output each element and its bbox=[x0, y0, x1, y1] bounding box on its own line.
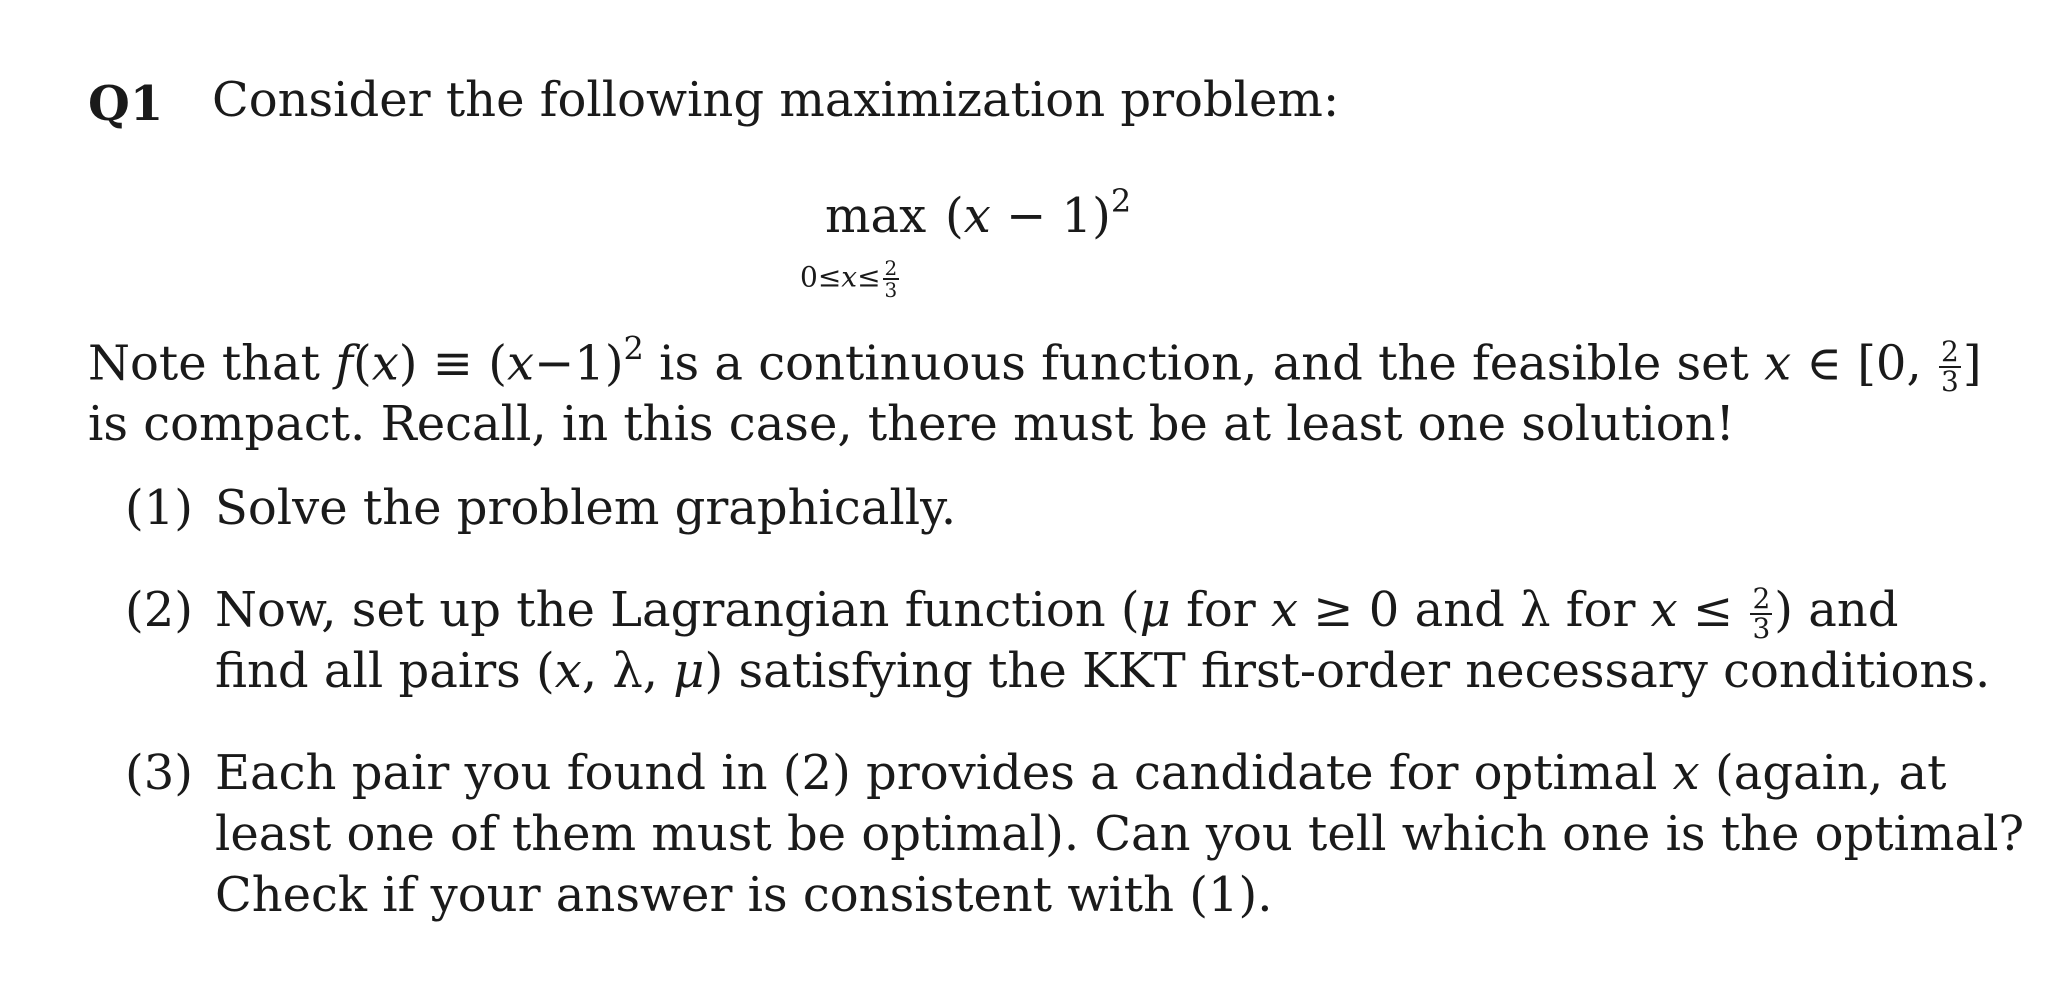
note-line-1: Note that $f(x) \equiv (x-1)^2$ is a continuous function, and the feasible set x ∈ [0, $\frac{2}{3}$ ] bbox=[88, 329, 1982, 398]
item-2-line-2: find all pairs (x, λ, μ) satisfying the KKT first-order necessary conditions. bbox=[215, 643, 1991, 699]
objective-function: $(x - 1)^2$ bbox=[945, 182, 1132, 244]
item-number-2: (2) bbox=[125, 582, 193, 638]
question-intro: Consider the following maximization problem: bbox=[212, 72, 1340, 128]
note-line-2: is compact. Recall, in this case, there must be at least one solution! bbox=[88, 396, 1735, 452]
item-number-3: (3) bbox=[125, 745, 193, 801]
item-3-line-1: Each pair you found in (2) provides a candidate for optimal x (again, at bbox=[215, 745, 1947, 801]
question-label: Q1 bbox=[88, 76, 164, 132]
item-3-line-3: Check if your answer is consistent with (1). bbox=[215, 867, 1273, 923]
item-number-1: (1) bbox=[125, 480, 193, 536]
item-1-line-1: Solve the problem graphically. bbox=[215, 480, 957, 536]
item-3-line-2: least one of them must be optimal). Can you tell which one is the optimal? bbox=[215, 806, 2025, 862]
max-operator: max bbox=[825, 188, 927, 244]
constraint-subscript: 0≤x≤ $\frac{2}{3}$ bbox=[800, 256, 898, 302]
item-2-line-1: Now, set up the Lagrangian function (μ for x ≥ 0 and λ for x ≤ $\frac{2}{3}$ ) and bbox=[215, 581, 1899, 645]
